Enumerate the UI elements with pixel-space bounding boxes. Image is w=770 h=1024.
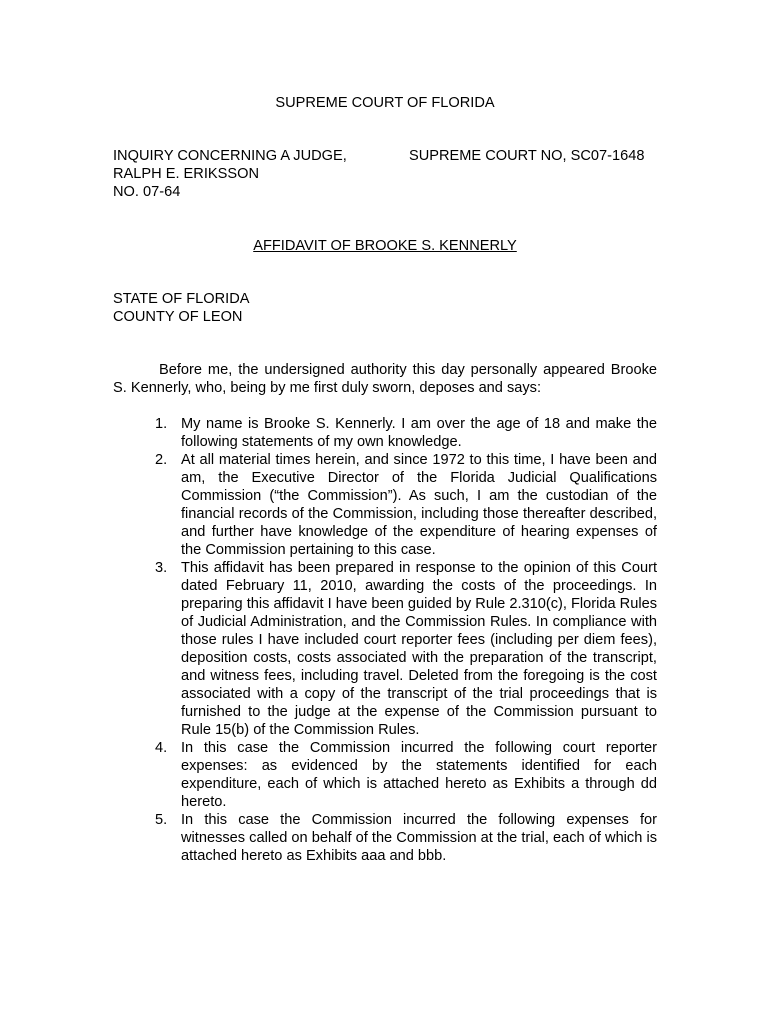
document-title: AFFIDAVIT OF BROOKE S. KENNERLY	[253, 238, 517, 254]
item-text: In this case the Commission incurred the following expenses for witnesses called on behalf of the Commission at the trial, each of which is attached hereto as Exhibits aaa and bbb.	[181, 812, 657, 864]
item-number: 5.	[155, 812, 168, 828]
item-text: This affidavit has been prepared in response to the opinion of this Court dated February 11, 2010, awarding the costs of the proceedings. In preparing this affidavit I have been guided by Rule 2.310(c), Florida Rules of Judicial Administration, and the Commission Rules. In compliance with those rules I have included court reporter fees (including per diem fees), deposition costs, costs associated with the preparation of the transcript, and witness fees, including travel. Deleted from the foregoing is the cost associated with a copy of the transcript of the trial proceedings that is furnished to the judge at the expense of the Commission pursuant to Rule 15(b) of the Commission Rules.	[181, 560, 657, 738]
item-number: 3.	[155, 560, 168, 576]
case-caption	[113, 147, 413, 201]
document-title-wrap	[0, 237, 770, 255]
caption-line: RALPH E. ERIKSSON	[113, 166, 259, 182]
court-title: SUPREME COURT OF FLORIDA	[275, 95, 495, 111]
list-item	[155, 559, 657, 739]
case-number: SUPREME COURT NO, SC07-1648	[409, 148, 645, 164]
list-item	[155, 739, 657, 811]
intro-paragraph: Before me, the undersigned authority this day personally appeared Brooke S. Kennerly, who, being by me first duly sworn, deposes and says:	[113, 362, 657, 396]
list-item	[155, 451, 657, 559]
list-item	[155, 415, 657, 451]
venue-county: COUNTY OF LEON	[113, 309, 243, 325]
numbered-list	[155, 415, 657, 865]
item-number: 4.	[155, 740, 168, 756]
item-text: At all material times herein, and since 1972 to this time, I have been and am, the Executive Director of the Florida Judicial Qualifications Commission (“the Commission”). As such, I am the custodian of the financial records of the Commission, including those thereafter described, and further have knowledge of the expenditure of hearing expenses of the Commission pertaining to this case.	[181, 452, 657, 558]
venue-state: STATE OF FLORIDA	[113, 291, 250, 307]
caption-line: INQUIRY CONCERNING A JUDGE,	[113, 148, 347, 164]
item-number: 1.	[155, 416, 168, 432]
item-text: In this case the Commission incurred the following court reporter expenses: as evidenced by the statements identified for each expenditure, each of which is attached hereto as Exhibits a through dd hereto.	[181, 740, 657, 810]
list-item	[155, 811, 657, 865]
caption-line: NO. 07-64	[113, 184, 181, 200]
item-text: My name is Brooke S. Kennerly. I am over the age of 18 and make the following statements of my own knowledge.	[181, 416, 657, 450]
item-number: 2.	[155, 452, 168, 468]
venue-block	[113, 290, 250, 326]
